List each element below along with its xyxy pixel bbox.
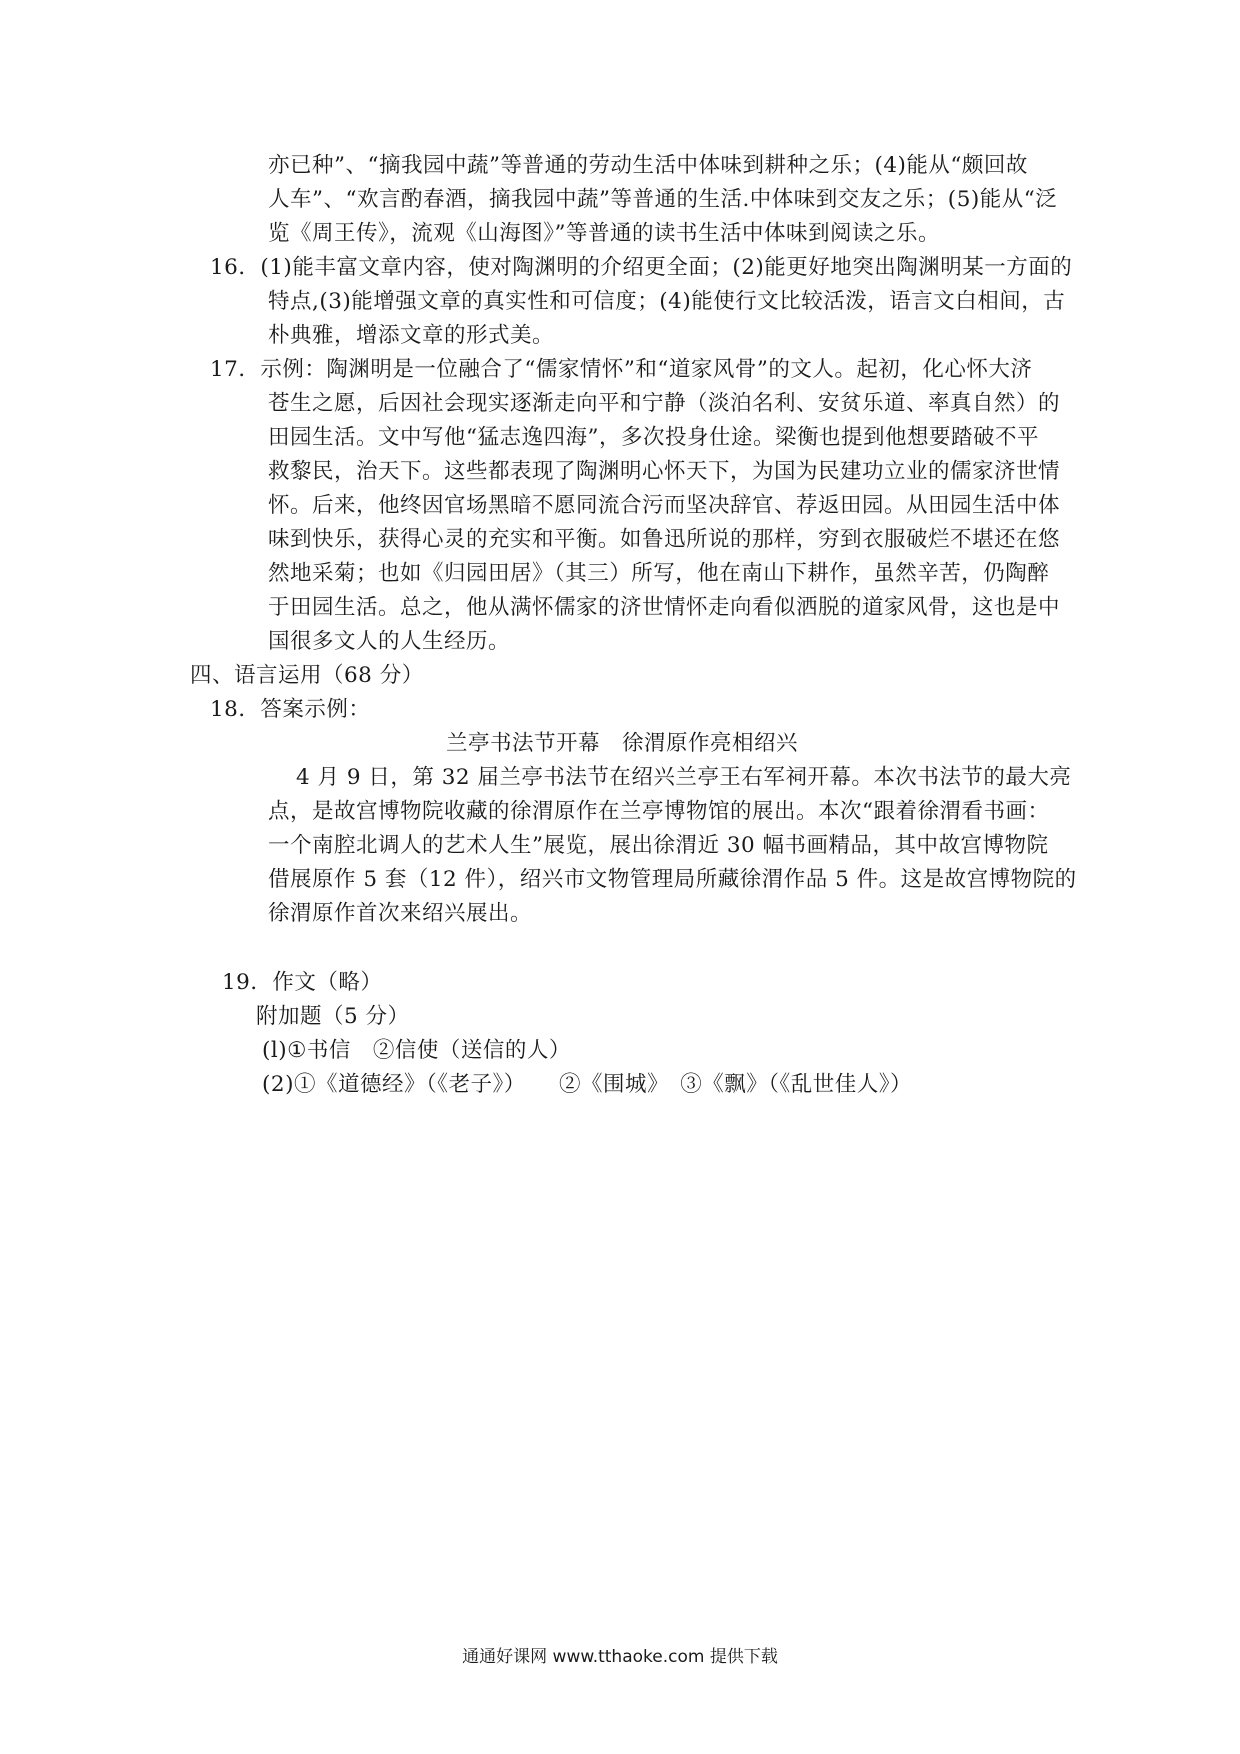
answer18-body-line-3: 一个南腔北调人的艺术人生”展览，展出徐渭近 30 幅书画精品，其中故宫博物院 bbox=[268, 833, 1049, 858]
answer17-line-5: 怀。后来，他终因官场黑暗不愿同流合污而坚决辞官、荐返田园。从田园生活中体 bbox=[268, 493, 1061, 518]
bonus-label: 附加题（5 分） bbox=[256, 1004, 410, 1029]
answer16-line-3: 朴典雅，增添文章的形式美。 bbox=[268, 323, 555, 348]
answer17-line-9: 国很多文人的人生经历。 bbox=[268, 629, 511, 654]
section4-heading: 四、语言运用（68 分） bbox=[190, 663, 424, 688]
answer15-line-1: 亦已种”、“摘我园中蔬”等普通的劳动生活中体味到耕种之乐；(4)能从“颇回故 bbox=[268, 153, 1028, 178]
answer15-line-2: 人车”、“欢言酌春酒，摘我园中蔬”等普通的生活.中体味到交友之乐；(5)能从“泛 bbox=[268, 187, 1058, 212]
answer15-line-3: 览《周王传》，流观《山海图》”等普通的读书生活中体味到阅读之乐。 bbox=[268, 221, 940, 246]
answer18-body-line-5: 徐渭原作首次来绍兴展出。 bbox=[268, 901, 533, 926]
answer17-line-2: 苍生之愿，后因社会现实逐渐走向平和宁静（淡泊名利、安贫乐道、率真自然）的 bbox=[268, 391, 1061, 416]
answer17-line-6: 味到快乐，获得心灵的充实和平衡。如鲁迅所说的那样，穷到衣服破烂不堪还在悠 bbox=[268, 527, 1061, 552]
page-footer: 通通好课网 www.tthaoke.com 提供下载 bbox=[462, 1647, 778, 1667]
answer17-line-3: 田园生活。文中写他“猛志逸四海”，多次投身仕途。梁衡也提到他想要踏破不平 bbox=[268, 425, 1039, 450]
answer16-line-1: 16．(1)能丰富文章内容，使对陶渊明的介绍更全面；(2)能更好地突出陶渊明某一方面的 bbox=[210, 255, 1073, 280]
answer18-label: 18．答案示例： bbox=[210, 697, 371, 722]
answer17-line-7: 然地采菊；也如《归园田居》（其三）所写，他在南山下耕作，虽然辛苦，仍陶醉 bbox=[268, 561, 1050, 586]
answer18-body-line-1: 4 月 9 日，第 32 届兰亭书法节在绍兴兰亭王右军祠开幕。本次书法节的最大亮 bbox=[296, 765, 1072, 790]
answer19: 19．作文（略） bbox=[222, 970, 383, 995]
answer18-body-line-2: 点，是故宫博物院收藏的徐渭原作在兰亭博物馆的展出。本次“跟着徐渭看书画： bbox=[268, 799, 1050, 824]
answer17-line-8: 于田园生活。总之，他从满怀儒家的济世情怀走向看似洒脱的道家风骨，这也是中 bbox=[268, 595, 1061, 620]
bonus-answer-1: (l)①书信 ②信使（送信的人） bbox=[262, 1038, 571, 1063]
answer18-title: 兰亭书法节开幕 徐渭原作亮相绍兴 bbox=[446, 731, 799, 756]
answer17-line-4: 救黎民，治天下。这些都表现了陶渊明心怀天下，为国为民建功立业的儒家济世情 bbox=[268, 459, 1061, 484]
bonus-answer-2: (2)①《道德经》（《老子》） ②《围城》 ③《飘》（《乱世佳人》） bbox=[262, 1072, 912, 1097]
answer16-line-2: 特点,(3)能增强文章的真实性和可信度；(4)能使行文比较活泼，语言文白相间，古 bbox=[268, 289, 1066, 314]
answer17-line-1: 17．示例：陶渊明是一位融合了“儒家情怀”和“道家风骨”的文人。起初，化心怀大济 bbox=[210, 357, 1033, 382]
answer18-body-line-4: 借展原作 5 套（12 件），绍兴市文物管理局所藏徐渭作品 5 件。这是故宫博物院的 bbox=[268, 867, 1077, 892]
